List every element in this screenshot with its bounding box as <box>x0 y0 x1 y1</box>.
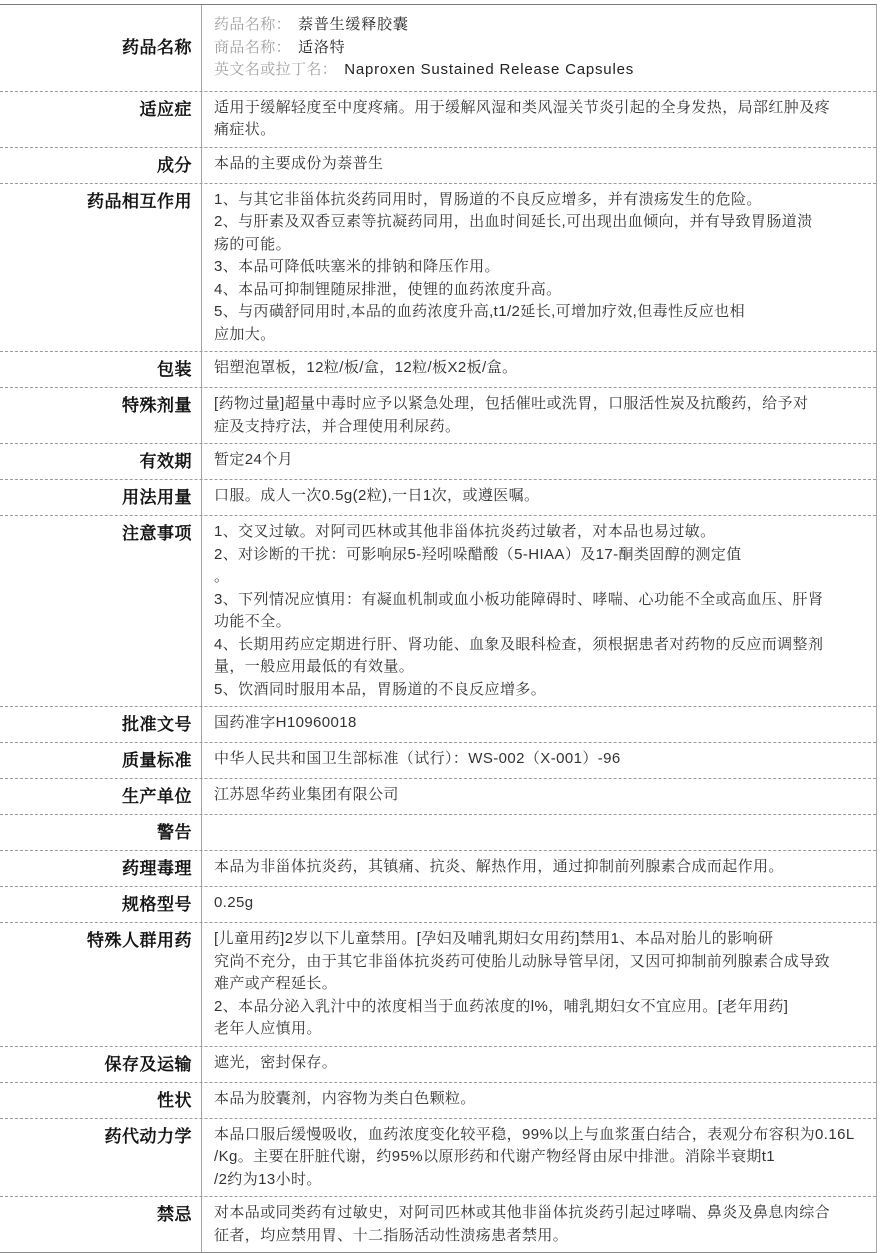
row-label <box>0 5 202 91</box>
content-line: 本品口服后缓慢吸收，血药浓度变化较平稳，99%以上与血浆蛋白结合，表观分布容积为0.16L <box>214 1125 855 1143</box>
row-label <box>0 851 202 886</box>
row-content <box>202 1083 876 1118</box>
row-label <box>0 92 202 147</box>
row-label <box>0 779 202 814</box>
row-content <box>202 851 876 886</box>
content-line: 适用于缓解轻度至中度疼痛。用于缓解风湿和类风湿关节炎引起的全身发热，局部红肿及疼 <box>214 98 831 116</box>
table-row <box>0 743 876 779</box>
row-label-text: 药品名称 <box>122 38 192 58</box>
content-line: 口服。成人一次0.5g(2粒),一日1次，或遵医嘱。 <box>214 487 540 504</box>
table-row <box>0 1047 876 1083</box>
row-label <box>0 1197 202 1252</box>
content-line: 痛症状。 <box>214 121 276 138</box>
row-label <box>0 923 202 1046</box>
table-row <box>0 444 876 480</box>
table-row <box>0 516 876 707</box>
drug-info-table <box>0 4 877 1253</box>
table-row <box>0 1119 876 1198</box>
row-label-text: 保存及运输 <box>104 1054 192 1074</box>
row-content <box>202 516 876 706</box>
row-label <box>0 352 202 387</box>
content-line: 究尚不充分，由于其它非甾体抗炎药可使胎儿动脉导管早闭，又因可抑制前列腺素合成导致 <box>214 952 831 970</box>
content-line: 本品为胶囊剂，内容物为类白色颗粒。 <box>214 1089 476 1107</box>
content-line: 4、长期用药应定期进行肝、肾功能、血象及眼科检查，须根据患者对药物的反应而调整剂 <box>214 635 824 653</box>
table-row <box>0 1197 876 1252</box>
row-label <box>0 1047 202 1082</box>
row-label-text: 注意事项 <box>122 524 192 543</box>
field-key: 药品名称： <box>214 16 292 33</box>
row-label <box>0 148 202 183</box>
content-line: 征者，均应禁用胃、十二指肠活动性溃疡患者禁用。 <box>214 1226 569 1244</box>
row-label-text: 药理毒理 <box>122 859 192 878</box>
content-line: 本品的主要成份为萘普生 <box>214 154 384 172</box>
content-line: 2、对诊断的干扰：可影响尿5-羟吲哚醋酸（5-HIAA）及17-酮类固醇的测定值 <box>214 545 742 563</box>
content-line: 3、本品可降低呋塞米的排钠和降压作用。 <box>214 258 500 275</box>
row-label-text: 有效期 <box>139 452 192 471</box>
content-line: 遮光，密封保存。 <box>214 1053 338 1071</box>
content-line: 中华人民共和国卫生部标准（试行）：WS-002（X-001）-96 <box>214 750 621 767</box>
row-label-text: 特殊剂量 <box>122 396 192 415</box>
content-line: [儿童用药]2岁以下儿童禁用。[孕妇及哺乳期妇女用药]禁用1、本品对胎儿的影响研 <box>214 930 774 947</box>
content-line: 症及支持疗法，并合理使用利尿药。 <box>214 417 461 435</box>
content-line: /Kg。主要在肝脏代谢，约95%以原形药和代谢产物经肾由尿中排泄。消除半衰期t1 <box>214 1148 776 1165</box>
row-label <box>0 184 202 352</box>
row-label-text: 警告 <box>157 823 192 842</box>
table-row <box>0 923 876 1047</box>
content-line: 国药准字H10960018 <box>214 714 357 731</box>
table-row <box>0 5 876 92</box>
row-label-text: 成分 <box>157 155 192 175</box>
row-content <box>202 707 876 742</box>
row-label-text: 批准文号 <box>122 715 192 734</box>
table-row <box>0 707 876 743</box>
row-content <box>202 1047 876 1082</box>
row-label <box>0 887 202 922</box>
table-row <box>0 388 876 444</box>
row-content <box>202 5 876 91</box>
content-line: 3、下列情况应慎用：有凝血机制或血小板功能障碍时、哮喘、心功能不全或高血压、肝肾 <box>214 590 824 608</box>
row-content <box>202 887 876 922</box>
content-line <box>214 37 866 60</box>
row-content <box>202 444 876 479</box>
content-line: 1、与其它非甾体抗炎药同用时，胃肠道的不良反应增多，并有溃疡发生的危险。 <box>214 190 762 208</box>
row-label-text: 质量标准 <box>122 751 192 770</box>
content-line: 。 <box>214 568 230 585</box>
row-label-text: 适应症 <box>139 99 192 119</box>
content-line: 疡的可能。 <box>214 235 292 253</box>
table-row <box>0 92 876 148</box>
row-label-text: 药品相互作用 <box>87 191 192 211</box>
row-content <box>202 480 876 515</box>
row-label <box>0 516 202 706</box>
content-line: [药物过量]超量中毒时应予以紧急处理，包括催吐或洗胃，口服活性炭及抗酸药，给予对 <box>214 395 809 412</box>
content-line: 功能不全。 <box>214 613 292 630</box>
content-line: 江苏恩华药业集团有限公司 <box>214 786 399 803</box>
content-line: 老年人应慎用。 <box>214 1020 322 1037</box>
row-content <box>202 779 876 814</box>
row-content <box>202 743 876 778</box>
row-content <box>202 815 876 850</box>
row-content <box>202 388 876 443</box>
field-value: Naproxen Sustained Release Capsules <box>344 61 635 78</box>
row-label-text: 规格型号 <box>122 895 192 914</box>
content-line: 本品为非甾体抗炎药，其镇痛、抗炎、解热作用，通过抑制前列腺素合成而起作用。 <box>214 858 784 875</box>
row-content <box>202 923 876 1046</box>
row-label <box>0 1083 202 1118</box>
content-line: 应加大。 <box>214 325 276 343</box>
table-row <box>0 815 876 851</box>
row-label <box>0 743 202 778</box>
row-label <box>0 707 202 742</box>
content-line <box>214 14 866 37</box>
row-content <box>202 1197 876 1252</box>
field-value: 萘普生缓释胶囊 <box>298 16 409 33</box>
row-label-text: 特殊人群用药 <box>87 931 192 950</box>
row-content <box>202 92 876 147</box>
row-label-text: 药代动力学 <box>104 1126 192 1146</box>
content-line: 量，一般应用最低的有效量。 <box>214 658 415 675</box>
table-row <box>0 887 876 923</box>
row-content <box>202 148 876 183</box>
content-line: 对本品或同类药有过敏史，对阿司匹林或其他非甾体抗炎药引起过哮喘、鼻炎及鼻息肉综合 <box>214 1204 831 1221</box>
row-label <box>0 815 202 850</box>
table-row <box>0 851 876 887</box>
content-line: 铝塑泡罩板，12粒/板/盒，12粒/板X2板/盒。 <box>214 359 518 376</box>
table-row <box>0 352 876 388</box>
content-line: 1、交叉过敏。对阿司匹林或其他非甾体抗炎药过敏者，对本品也易过敏。 <box>214 523 716 540</box>
content-line: 暂定24个月 <box>214 451 294 468</box>
content-line: 4、本品可抑制锂随尿排泄，使锂的血药浓度升高。 <box>214 280 562 298</box>
content-line: /2约为13小时。 <box>214 1170 322 1188</box>
content-line: 2、本品分泌入乳汁中的浓度相当于血药浓度的l%，哺乳期妇女不宜应用。[老年用药] <box>214 997 789 1015</box>
row-label-text: 包装 <box>157 360 192 379</box>
row-label <box>0 444 202 479</box>
row-label <box>0 480 202 515</box>
row-label <box>0 1119 202 1197</box>
row-label <box>0 388 202 443</box>
field-key: 商品名称： <box>214 38 292 56</box>
content-line: 0.25g <box>214 894 254 911</box>
row-label-text: 用法用量 <box>122 488 192 507</box>
row-label-text: 性状 <box>157 1090 192 1110</box>
content-line: 难产或产程延长。 <box>214 975 338 992</box>
content-line: 2、与肝素及双香豆素等抗凝药同用，出血时间延长,可出现出血倾向，并有导致胃肠道溃 <box>214 213 813 230</box>
field-key: 英文名或拉丁名： <box>214 61 338 78</box>
row-content <box>202 352 876 387</box>
table-row <box>0 1083 876 1119</box>
row-content <box>202 1119 876 1197</box>
field-value: 适洛特 <box>298 38 346 56</box>
content-line <box>214 59 866 82</box>
row-content <box>202 184 876 352</box>
table-row <box>0 148 876 184</box>
table-row <box>0 184 876 353</box>
table-row <box>0 480 876 516</box>
content-line: 5、饮酒同时服用本品，胃肠道的不良反应增多。 <box>214 680 547 698</box>
content-line: 5、与丙磺舒同用时,本品的血药浓度升高,t1/2延长,可增加疗效,但毒性反应也相 <box>214 303 746 320</box>
table-row <box>0 779 876 815</box>
row-label-text: 生产单位 <box>122 787 192 806</box>
row-label-text: 禁忌 <box>157 1205 192 1224</box>
